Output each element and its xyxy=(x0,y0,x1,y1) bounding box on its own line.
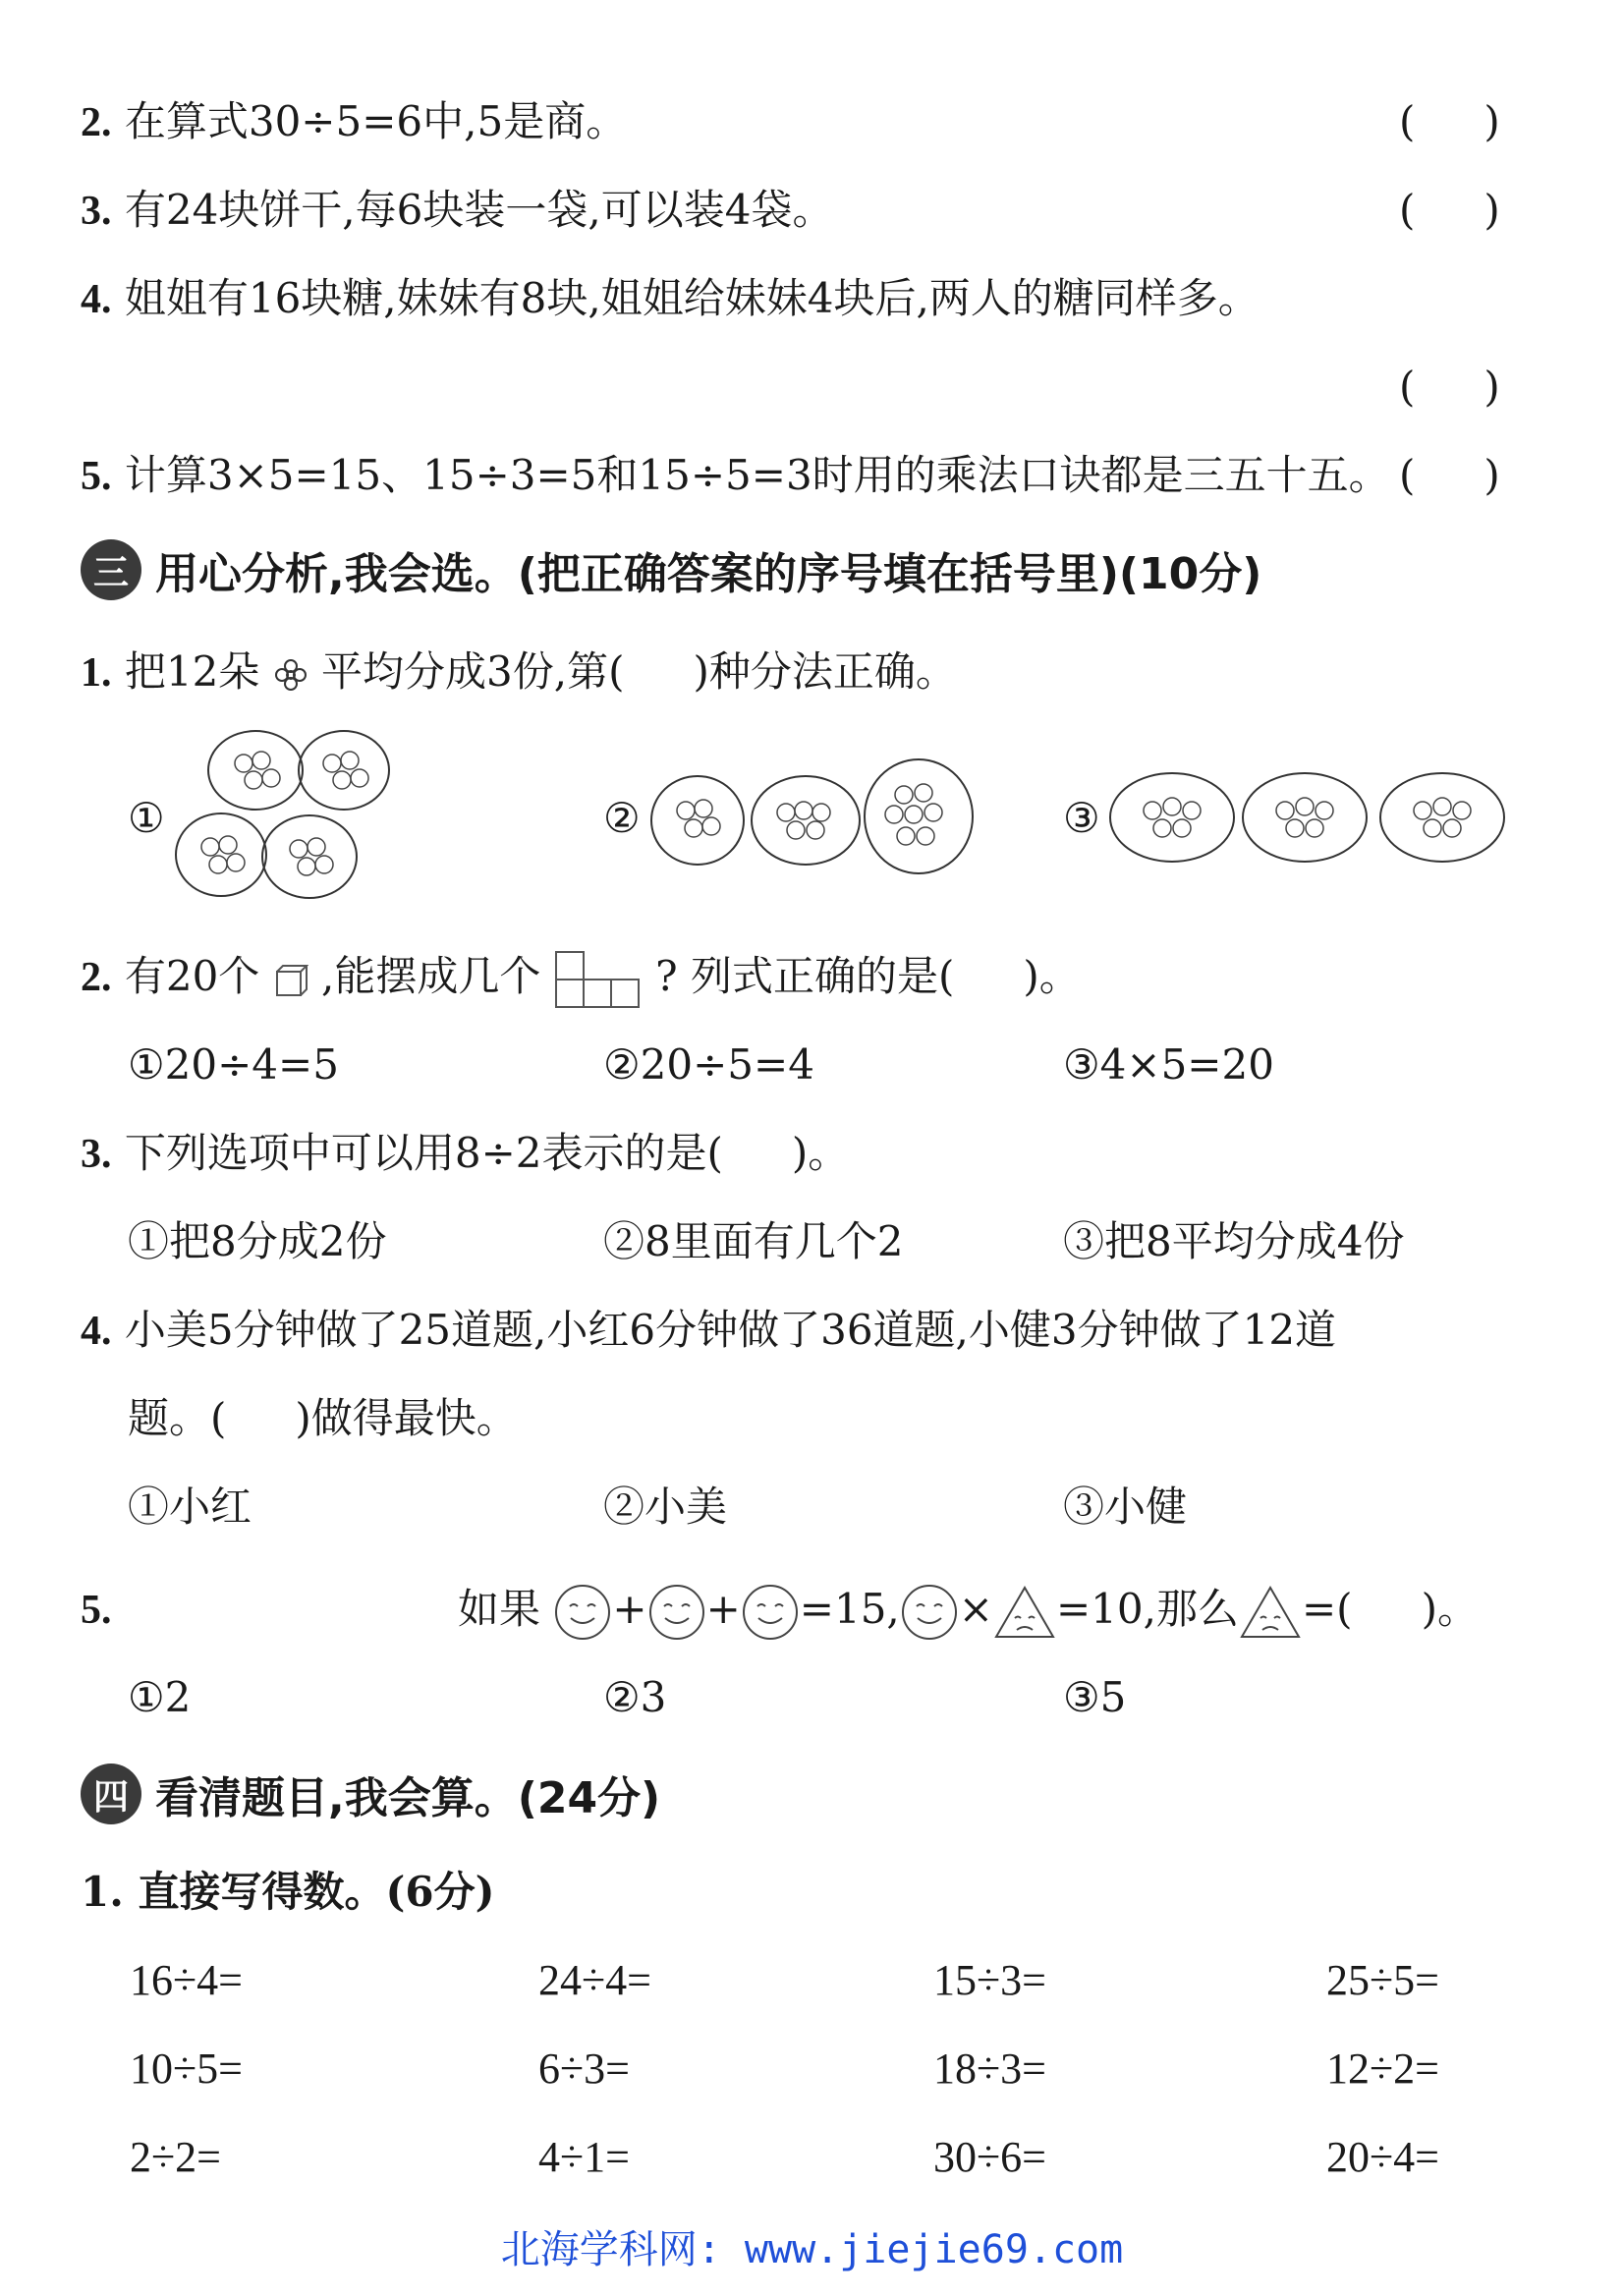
option-3[interactable]: ③5 xyxy=(1063,1673,1127,1721)
option-3[interactable]: ③把8平均分成4份 xyxy=(1063,1217,1405,1265)
answer-paren[interactable] xyxy=(1399,448,1500,503)
calc-problem[interactable]: 20÷4= xyxy=(1326,2133,1439,2181)
choice-q3 xyxy=(81,1126,849,1182)
paren-right: ) xyxy=(1484,363,1500,411)
choice-q5 xyxy=(458,1582,1479,1642)
item-text: )。 xyxy=(1421,1585,1479,1633)
item-number: 4. xyxy=(81,277,112,322)
smiley-face-icon xyxy=(553,1583,612,1642)
option-2[interactable]: ②8里面有几个2 xyxy=(603,1217,904,1265)
calc-problem[interactable]: 6÷3= xyxy=(538,2044,630,2093)
calc-problem[interactable]: 16÷4= xyxy=(130,1956,243,2004)
cube-icon xyxy=(273,960,308,999)
footer-watermark: 北海学科网: www.jiejie69.com xyxy=(500,2227,1124,2272)
flower-group-option-1[interactable] xyxy=(167,729,403,906)
calc-problem[interactable]: 2÷2= xyxy=(130,2133,221,2181)
judge-item-2 xyxy=(81,94,627,150)
smiley-face-icon xyxy=(900,1583,959,1642)
item-number: 3. xyxy=(81,189,112,234)
item-number: 5. xyxy=(81,1588,112,1633)
item-text: 有24块饼干,每6块装一袋,可以装4袋。 xyxy=(124,186,834,234)
paren-right: ) xyxy=(1484,97,1500,145)
item-text: )做得最快。 xyxy=(295,1394,518,1442)
item-text: ,能摆成几个 xyxy=(321,952,541,1000)
item-number: 5. xyxy=(81,454,112,499)
paren-right: ) xyxy=(1484,451,1500,499)
item-text: ? 列式正确的是( xyxy=(655,952,955,1000)
calc-problem[interactable]: 4÷1= xyxy=(538,2133,630,2181)
item-text: 题。( xyxy=(128,1394,227,1442)
operator: + xyxy=(612,1585,647,1633)
subsection-title: 1. 直接写得数。(6分) xyxy=(81,1868,495,1916)
answer-paren[interactable] xyxy=(1399,183,1500,238)
calc-problem[interactable]: 25÷5= xyxy=(1326,1956,1439,2004)
operator: + xyxy=(705,1585,741,1633)
item-text: 小美5分钟做了25道题,小红6分钟做了36道题,小健3分钟做了12道 xyxy=(124,1306,1337,1354)
item-text: =10,那么 xyxy=(1055,1585,1239,1633)
section-badge: 三 xyxy=(81,539,141,600)
option-1-label[interactable]: ① xyxy=(128,794,165,842)
calc-problem[interactable]: 10÷5= xyxy=(130,2044,243,2093)
option-3-label[interactable]: ③ xyxy=(1063,794,1100,842)
paren-left: ( xyxy=(1399,363,1416,411)
item-text: 计算3×5=15、15÷3=5和15÷5=3时用的乘法口诀都是三五十五。 xyxy=(124,451,1390,499)
paren-left: ( xyxy=(1399,451,1416,499)
judge-item-5 xyxy=(81,448,1390,504)
option-3[interactable]: ③小健 xyxy=(1063,1483,1188,1531)
choice-q2 xyxy=(81,949,1081,1009)
item-text: 平均分成3份,第( xyxy=(321,647,625,696)
section-4-header xyxy=(81,1763,660,1825)
choice-q5-number xyxy=(81,1582,112,1638)
paren-left: ( xyxy=(1399,186,1416,234)
item-text: 下列选项中可以用8÷2表示的是( xyxy=(124,1129,723,1177)
item-text: )。 xyxy=(791,1129,850,1177)
option-3[interactable]: ③4×5=20 xyxy=(1063,1040,1274,1089)
option-2[interactable]: ②20÷5=4 xyxy=(603,1040,814,1089)
item-text: )种分法正确。 xyxy=(693,647,957,696)
section-3-header xyxy=(81,538,1261,601)
smiley-face-icon xyxy=(741,1583,800,1642)
item-text: 有20个 xyxy=(124,952,260,1000)
flower-group-option-2[interactable] xyxy=(648,752,982,884)
item-text: =( xyxy=(1301,1585,1353,1633)
option-2[interactable]: ②3 xyxy=(603,1673,667,1721)
judge-item-4 xyxy=(81,271,1260,327)
item-number: 1. xyxy=(81,650,112,696)
answer-paren[interactable] xyxy=(1399,360,1500,415)
choice-q1 xyxy=(81,644,957,700)
calc-problem[interactable]: 12÷2= xyxy=(1326,2044,1439,2093)
item-text: 在算式30÷5=6中,5是商。 xyxy=(124,97,628,145)
calc-problem[interactable]: 24÷4= xyxy=(538,1956,651,2004)
section-title: 用心分析,我会选。(把正确答案的序号填在括号里)(10分) xyxy=(155,549,1262,599)
item-number: 3. xyxy=(81,1132,112,1177)
item-text: 如果 xyxy=(458,1585,541,1633)
section-title: 看清题目,我会算。(24分) xyxy=(155,1773,661,1823)
item-text: =15, xyxy=(799,1585,900,1633)
choice-q4-line2 xyxy=(128,1391,518,1446)
choice-q4 xyxy=(81,1303,1336,1359)
item-text: 把12朵 xyxy=(124,647,260,696)
operator: × xyxy=(958,1585,993,1633)
calc-problem[interactable]: 15÷3= xyxy=(933,1956,1046,2004)
flower-icon xyxy=(273,657,308,693)
option-1[interactable]: ①小红 xyxy=(128,1483,252,1531)
flower-group-option-3[interactable] xyxy=(1108,761,1511,874)
item-number: 4. xyxy=(81,1309,112,1354)
paren-left: ( xyxy=(1399,97,1416,145)
judge-item-3 xyxy=(81,183,833,239)
item-text: 姐姐有16块糖,妹妹有8块,姐姐给妹妹4块后,两人的糖同样多。 xyxy=(124,274,1260,322)
item-text: )。 xyxy=(1023,952,1081,1000)
answer-paren[interactable] xyxy=(1399,94,1500,149)
paren-right: ) xyxy=(1484,186,1500,234)
smiley-face-icon xyxy=(647,1583,706,1642)
calc-problem[interactable]: 18÷3= xyxy=(933,2044,1046,2093)
option-2-label[interactable]: ② xyxy=(603,794,641,842)
option-2[interactable]: ②小美 xyxy=(603,1483,728,1531)
option-1[interactable]: ①2 xyxy=(128,1673,192,1721)
section-badge: 四 xyxy=(81,1764,141,1824)
item-number: 2. xyxy=(81,955,112,1000)
option-1[interactable]: ①把8分成2份 xyxy=(128,1217,387,1265)
triangle-face-icon xyxy=(993,1585,1056,1640)
calc-problem[interactable]: 30÷6= xyxy=(933,2133,1046,2181)
option-1[interactable]: ①20÷4=5 xyxy=(128,1040,339,1089)
item-number: 2. xyxy=(81,100,112,145)
cube-stack-icon xyxy=(554,950,643,1009)
triangle-face-icon xyxy=(1239,1585,1302,1640)
